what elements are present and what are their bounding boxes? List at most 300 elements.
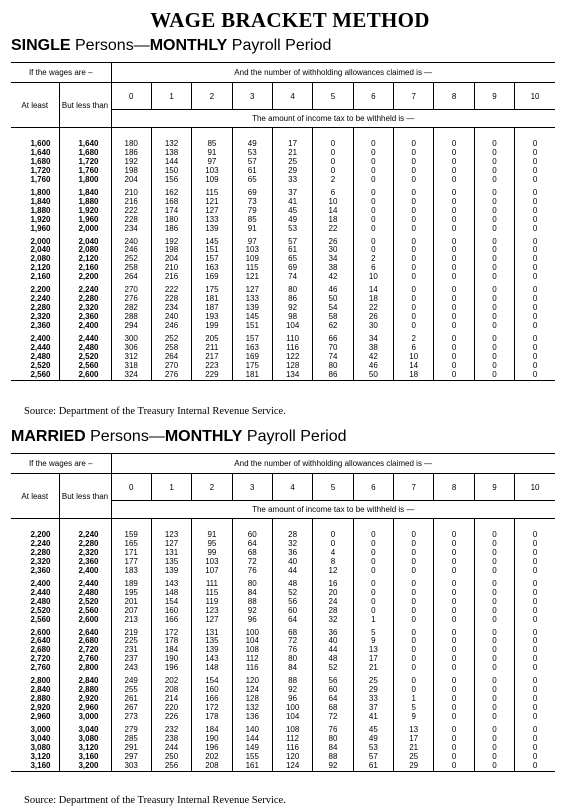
tax-amount-cell: 109 <box>232 255 272 264</box>
tax-amount-cell: 0 <box>515 207 555 216</box>
tax-amount-cell: 0 <box>394 225 434 234</box>
tax-amount-cell: 12 <box>313 567 353 576</box>
wage-at-least-cell: 2,360 <box>30 321 51 331</box>
tax-amount-cell: 0 <box>434 167 474 176</box>
tax-amount-cell: 0 <box>394 322 434 331</box>
tax-amount-cell: 0 <box>353 207 393 216</box>
tax-amount-cell: 0 <box>434 158 474 167</box>
tax-amount-cell: 229 <box>192 371 232 380</box>
tax-amount-cell: 165 <box>111 540 151 549</box>
tax-amount-cell: 14 <box>353 286 393 295</box>
wage-but-less-than-cell: 2,040 <box>59 238 111 247</box>
tax-amount-cell: 0 <box>474 646 514 655</box>
tax-amount-cell: 136 <box>232 713 272 722</box>
tax-amount-cell: 0 <box>474 607 514 616</box>
wage-but-less-than-cell: 2,320 <box>59 304 111 313</box>
allowance-col-4: 4 <box>272 474 312 501</box>
tax-amount-cell: 41 <box>353 713 393 722</box>
tax-amount-cell: 6 <box>313 189 353 198</box>
tax-amount-cell: 0 <box>313 140 353 149</box>
tax-amount-cell: 44 <box>313 646 353 655</box>
tax-amount-cell: 45 <box>272 207 312 216</box>
wage-but-less-than-cell: 3,040 <box>59 726 111 735</box>
wage-but-less-than-cell: 2,760 <box>59 655 111 664</box>
tax-amount-cell: 0 <box>394 598 434 607</box>
tax-amount-cell: 190 <box>151 655 191 664</box>
tax-amount-cell: 0 <box>434 238 474 247</box>
table-row <box>11 225 555 234</box>
tax-amount-cell: 80 <box>313 735 353 744</box>
wage-at-least-cell: 3,160 <box>11 762 59 771</box>
tax-amount-cell: 64 <box>232 540 272 549</box>
tax-amount-cell: 0 <box>515 686 555 695</box>
tax-amount-cell: 61 <box>232 167 272 176</box>
wage-at-least-cell: 1,760 <box>30 174 51 184</box>
tax-amount-cell: 88 <box>232 598 272 607</box>
tax-amount-cell: 238 <box>151 735 191 744</box>
tax-amount-cell: 135 <box>192 637 232 646</box>
tax-amount-cell: 13 <box>394 726 434 735</box>
tax-amount-cell: 0 <box>515 646 555 655</box>
tax-amount-cell: 0 <box>434 353 474 362</box>
table-row <box>11 664 555 673</box>
tax-amount-cell: 45 <box>353 726 393 735</box>
tax-amount-cell: 0 <box>434 629 474 638</box>
tax-amount-cell: 0 <box>394 295 434 304</box>
tax-amount-cell: 108 <box>272 726 312 735</box>
tax-amount-cell: 172 <box>192 704 232 713</box>
wage-at-least-cell: 1,680 <box>30 156 51 166</box>
tax-amount-cell: 74 <box>313 353 353 362</box>
tax-amount-cell: 0 <box>474 264 514 273</box>
tax-amount-cell: 0 <box>313 540 353 549</box>
wage-but-less-than-cell: 2,520 <box>59 353 111 362</box>
wage-but-less-than-cell: 3,160 <box>59 753 111 762</box>
wage-but-less-than-cell: 1,800 <box>59 176 111 185</box>
tax-amount-cell: 161 <box>232 762 272 771</box>
wage-at-least-cell: 2,200 <box>30 530 51 539</box>
tax-amount-cell: 115 <box>192 589 232 598</box>
tax-amount-cell: 189 <box>111 580 151 589</box>
tax-amount-cell: 154 <box>192 677 232 686</box>
tax-amount-cell: 68 <box>232 549 272 558</box>
allowance-col-9: 9 <box>474 474 514 501</box>
tax-amount-cell: 0 <box>353 176 393 185</box>
tax-amount-cell: 0 <box>474 567 514 576</box>
tax-amount-cell: 196 <box>151 664 191 673</box>
tax-amount-cell: 0 <box>515 362 555 371</box>
tax-amount-cell: 0 <box>394 646 434 655</box>
tax-amount-cell: 175 <box>232 362 272 371</box>
wage-at-least-cell: 2,440 <box>30 587 51 597</box>
tax-amount-cell: 72 <box>313 713 353 722</box>
tax-amount-cell: 48 <box>313 655 353 664</box>
tax-amount-cell: 267 <box>111 704 151 713</box>
tax-amount-cell: 92 <box>272 686 312 695</box>
tax-amount-cell: 0 <box>434 531 474 540</box>
tax-amount-cell: 0 <box>474 362 514 371</box>
tax-amount-cell: 1 <box>394 695 434 704</box>
wage-but-less-than-cell: 2,240 <box>59 531 111 540</box>
wage-but-less-than-cell: 2,280 <box>59 540 111 549</box>
tax-amount-cell: 0 <box>474 677 514 686</box>
tax-amount-cell: 193 <box>192 313 232 322</box>
tax-amount-cell: 0 <box>515 304 555 313</box>
wage-but-less-than-cell: 3,120 <box>59 744 111 753</box>
tax-amount-cell: 0 <box>515 264 555 273</box>
tax-amount-cell: 16 <box>313 580 353 589</box>
tax-amount-cell: 0 <box>313 158 353 167</box>
tax-amount-cell: 0 <box>515 216 555 225</box>
tax-amount-cell: 198 <box>151 246 191 255</box>
tax-amount-cell: 0 <box>515 637 555 646</box>
tax-amount-cell: 256 <box>151 762 191 771</box>
tax-amount-cell: 177 <box>111 558 151 567</box>
tax-amount-cell: 0 <box>474 549 514 558</box>
tax-amount-cell: 127 <box>151 540 191 549</box>
tax-amount-cell: 132 <box>232 704 272 713</box>
tax-amount-cell: 2 <box>353 255 393 264</box>
tax-amount-cell: 0 <box>515 176 555 185</box>
tax-amount-cell: 166 <box>151 616 191 625</box>
tax-amount-cell: 38 <box>313 264 353 273</box>
tax-amount-cell: 0 <box>353 549 393 558</box>
tax-amount-cell: 29 <box>353 686 393 695</box>
tax-amount-cell: 84 <box>272 664 312 673</box>
wage-at-least-cell: 2,520 <box>30 360 51 370</box>
tax-amount-cell: 169 <box>232 353 272 362</box>
tax-amount-cell: 0 <box>474 322 514 331</box>
tax-amount-cell: 140 <box>232 726 272 735</box>
single-table-body <box>11 128 555 381</box>
tax-amount-cell: 0 <box>434 313 474 322</box>
tax-amount-cell: 159 <box>111 531 151 540</box>
tax-amount-cell: 9 <box>394 713 434 722</box>
wage-but-less-than-cell: 2,240 <box>59 286 111 295</box>
tax-amount-cell: 124 <box>232 686 272 695</box>
tax-amount-cell: 53 <box>353 744 393 753</box>
tax-amount-cell: 0 <box>474 158 514 167</box>
tax-amount-cell: 64 <box>272 616 312 625</box>
wage-but-less-than-cell: 2,360 <box>59 313 111 322</box>
tax-amount-cell: 92 <box>313 762 353 771</box>
tax-amount-cell: 0 <box>515 753 555 762</box>
tax-amount-cell: 210 <box>151 264 191 273</box>
tax-amount-cell: 34 <box>353 335 393 344</box>
tax-amount-cell: 0 <box>515 531 555 540</box>
tax-amount-cell: 0 <box>353 540 393 549</box>
tax-amount-cell: 0 <box>515 273 555 282</box>
tax-amount-cell: 186 <box>151 225 191 234</box>
tax-amount-cell: 29 <box>272 167 312 176</box>
tax-amount-cell: 214 <box>151 695 191 704</box>
tax-amount-cell: 0 <box>394 264 434 273</box>
allowance-col-3: 3 <box>232 474 272 501</box>
tax-amount-cell: 155 <box>232 753 272 762</box>
tax-amount-cell: 0 <box>434 149 474 158</box>
tax-amount-cell: 49 <box>353 735 393 744</box>
tax-amount-cell: 0 <box>515 629 555 638</box>
wage-at-least-cell: 2,760 <box>30 663 51 673</box>
tax-amount-cell: 213 <box>111 616 151 625</box>
tax-amount-cell: 195 <box>111 589 151 598</box>
tax-amount-cell: 10 <box>394 353 434 362</box>
tax-amount-cell: 58 <box>313 313 353 322</box>
tax-amount-cell: 0 <box>353 158 393 167</box>
tax-amount-cell: 139 <box>192 225 232 234</box>
tax-amount-cell: 0 <box>474 558 514 567</box>
tax-amount-cell: 0 <box>394 664 434 673</box>
tax-amount-cell: 171 <box>111 549 151 558</box>
tax-amount-cell: 0 <box>434 246 474 255</box>
tax-amount-cell: 84 <box>313 744 353 753</box>
tax-amount-cell: 273 <box>111 713 151 722</box>
tax-amount-cell: 123 <box>192 607 232 616</box>
tax-amount-cell: 5 <box>394 704 434 713</box>
tax-amount-cell: 22 <box>353 304 393 313</box>
tax-amount-cell: 143 <box>151 580 191 589</box>
tax-amount-cell: 0 <box>434 371 474 380</box>
tax-amount-header: The amount of income tax to be withheld is — <box>111 110 555 128</box>
tax-amount-cell: 96 <box>272 695 312 704</box>
tax-amount-cell: 6 <box>394 344 434 353</box>
allowance-col-8: 8 <box>434 83 474 110</box>
tax-amount-cell: 0 <box>474 753 514 762</box>
tax-amount-cell: 0 <box>515 549 555 558</box>
tax-amount-cell: 0 <box>474 140 514 149</box>
table-row <box>11 176 555 185</box>
single-section-heading: SINGLE Persons—MONTHLY Payroll Period <box>11 37 332 54</box>
tax-amount-cell: 17 <box>272 140 312 149</box>
tax-amount-cell: 133 <box>192 216 232 225</box>
tax-amount-cell: 208 <box>192 762 232 771</box>
tax-amount-cell: 80 <box>272 655 312 664</box>
tax-amount-cell: 115 <box>192 189 232 198</box>
tax-amount-cell: 151 <box>232 322 272 331</box>
tax-amount-cell: 0 <box>434 335 474 344</box>
tax-amount-cell: 154 <box>151 598 191 607</box>
wage-but-less-than-cell: 2,960 <box>59 704 111 713</box>
table-row <box>11 616 555 625</box>
allowance-col-0: 0 <box>111 474 151 501</box>
tax-amount-cell: 149 <box>232 744 272 753</box>
tax-amount-cell: 0 <box>434 216 474 225</box>
tax-amount-cell: 150 <box>151 167 191 176</box>
tax-amount-cell: 32 <box>313 616 353 625</box>
wage-but-less-than-cell: 2,720 <box>59 646 111 655</box>
tax-amount-cell: 237 <box>111 655 151 664</box>
tax-amount-cell: 138 <box>151 149 191 158</box>
wages-header: If the wages are – <box>11 63 111 83</box>
wage-at-least-cell: 3,120 <box>30 751 51 761</box>
tax-amount-cell: 52 <box>272 589 312 598</box>
wage-at-least-cell: 2,400 <box>30 578 51 588</box>
tax-amount-cell: 37 <box>272 189 312 198</box>
tax-amount-cell: 80 <box>313 362 353 371</box>
tax-amount-cell: 80 <box>232 580 272 589</box>
tax-amount-cell: 0 <box>515 322 555 331</box>
allowance-col-5: 5 <box>313 83 353 110</box>
wage-but-less-than-cell: 3,000 <box>59 713 111 722</box>
tax-amount-cell: 0 <box>434 198 474 207</box>
allowance-col-6: 6 <box>353 83 393 110</box>
wage-but-less-than-cell: 2,160 <box>59 264 111 273</box>
tax-amount-cell: 0 <box>353 238 393 247</box>
tax-amount-cell: 0 <box>515 189 555 198</box>
tax-amount-cell: 210 <box>111 189 151 198</box>
tax-amount-cell: 1 <box>353 616 393 625</box>
tax-amount-cell: 36 <box>313 629 353 638</box>
wage-but-less-than-cell: 2,520 <box>59 598 111 607</box>
married-source-note: Source: Department of the Treasury Internal Revenue Service. <box>24 795 286 806</box>
tax-amount-cell: 0 <box>434 677 474 686</box>
tax-amount-cell: 270 <box>111 286 151 295</box>
tax-amount-cell: 294 <box>111 322 151 331</box>
tax-amount-cell: 60 <box>272 607 312 616</box>
tax-amount-cell: 0 <box>394 540 434 549</box>
tax-amount-cell: 0 <box>353 531 393 540</box>
wage-but-less-than-cell: 2,920 <box>59 695 111 704</box>
tax-amount-cell: 0 <box>474 149 514 158</box>
tax-amount-cell: 0 <box>515 238 555 247</box>
wage-but-less-than-cell: 1,680 <box>59 149 111 158</box>
tax-amount-cell: 0 <box>515 664 555 673</box>
allowance-col-3: 3 <box>232 83 272 110</box>
tax-amount-cell: 223 <box>192 362 232 371</box>
tax-amount-cell: 86 <box>272 295 312 304</box>
tax-amount-cell: 0 <box>394 686 434 695</box>
tax-amount-cell: 178 <box>192 713 232 722</box>
tax-amount-cell: 84 <box>232 589 272 598</box>
tax-amount-header: The amount of income tax to be withheld is — <box>111 501 555 519</box>
wage-at-least-cell: 3,000 <box>30 725 51 735</box>
wage-but-less-than-cell: 2,480 <box>59 589 111 598</box>
tax-amount-cell: 0 <box>394 216 434 225</box>
tax-amount-cell: 288 <box>111 313 151 322</box>
wage-at-least-cell: 1,840 <box>30 196 51 206</box>
tax-amount-cell: 18 <box>353 295 393 304</box>
tax-amount-cell: 53 <box>272 225 312 234</box>
tax-amount-cell: 234 <box>151 304 191 313</box>
wage-but-less-than-cell: 2,360 <box>59 558 111 567</box>
tax-amount-cell: 60 <box>232 531 272 540</box>
tax-amount-cell: 0 <box>474 589 514 598</box>
tax-amount-cell: 139 <box>232 304 272 313</box>
tax-amount-cell: 123 <box>151 531 191 540</box>
tax-amount-cell: 79 <box>232 207 272 216</box>
tax-amount-cell: 116 <box>272 344 312 353</box>
tax-amount-cell: 0 <box>515 371 555 380</box>
tax-amount-cell: 73 <box>232 198 272 207</box>
wage-at-least-cell: 2,080 <box>30 254 51 264</box>
tax-amount-cell: 276 <box>151 371 191 380</box>
tax-amount-cell: 0 <box>515 567 555 576</box>
tax-amount-cell: 0 <box>474 246 514 255</box>
wage-but-less-than-cell: 2,640 <box>59 629 111 638</box>
tax-amount-cell: 217 <box>192 353 232 362</box>
allowance-col-8: 8 <box>434 474 474 501</box>
tax-amount-cell: 0 <box>474 295 514 304</box>
wage-but-less-than-cell: 1,840 <box>59 189 111 198</box>
tax-amount-cell: 0 <box>434 762 474 771</box>
tax-amount-cell: 52 <box>313 664 353 673</box>
tax-amount-cell: 18 <box>394 371 434 380</box>
tax-amount-cell: 180 <box>151 216 191 225</box>
tax-amount-cell: 201 <box>111 598 151 607</box>
wage-but-less-than-cell: 3,080 <box>59 735 111 744</box>
table-row <box>11 371 555 380</box>
tax-amount-cell: 2 <box>313 176 353 185</box>
tax-amount-cell: 0 <box>394 158 434 167</box>
tax-amount-cell: 53 <box>232 149 272 158</box>
tax-amount-cell: 131 <box>151 549 191 558</box>
tax-amount-cell: 109 <box>192 176 232 185</box>
tax-amount-cell: 0 <box>515 616 555 625</box>
wage-but-less-than-cell: 2,400 <box>59 322 111 331</box>
tax-amount-cell: 156 <box>151 176 191 185</box>
tax-amount-cell: 56 <box>313 677 353 686</box>
tax-amount-cell: 312 <box>111 353 151 362</box>
but-less-than-header: But less than <box>59 83 111 128</box>
tax-amount-cell: 24 <box>313 598 353 607</box>
wage-but-less-than-cell: 2,200 <box>59 273 111 282</box>
tax-amount-cell: 134 <box>272 371 312 380</box>
tax-amount-cell: 199 <box>192 322 232 331</box>
tax-amount-cell: 14 <box>394 362 434 371</box>
tax-amount-cell: 0 <box>515 246 555 255</box>
tax-amount-cell: 28 <box>313 607 353 616</box>
wage-at-least-cell: 2,600 <box>30 627 51 637</box>
tax-amount-cell: 255 <box>111 686 151 695</box>
allowance-col-7: 7 <box>394 474 434 501</box>
tax-amount-cell: 8 <box>313 558 353 567</box>
tax-amount-cell: 33 <box>272 176 312 185</box>
tax-amount-cell: 0 <box>394 567 434 576</box>
wage-but-less-than-cell: 2,480 <box>59 344 111 353</box>
tax-amount-cell: 34 <box>313 255 353 264</box>
tax-amount-cell: 324 <box>111 371 151 380</box>
tax-amount-cell: 0 <box>515 149 555 158</box>
tax-amount-cell: 68 <box>272 629 312 638</box>
tax-amount-cell: 157 <box>192 255 232 264</box>
wage-at-least-cell: 2,920 <box>30 703 51 713</box>
tax-amount-cell: 92 <box>232 607 272 616</box>
wage-at-least-cell: 2,480 <box>30 596 51 606</box>
tax-amount-cell: 0 <box>515 735 555 744</box>
tax-amount-cell: 13 <box>353 646 393 655</box>
tax-amount-cell: 72 <box>272 637 312 646</box>
tax-amount-cell: 0 <box>474 664 514 673</box>
tax-amount-cell: 240 <box>151 313 191 322</box>
tax-amount-cell: 0 <box>353 589 393 598</box>
tax-amount-cell: 285 <box>111 735 151 744</box>
tax-amount-cell: 0 <box>474 286 514 295</box>
tax-amount-cell: 145 <box>232 313 272 322</box>
wage-at-least-cell: 2,280 <box>30 303 51 313</box>
allowance-col-6: 6 <box>353 474 393 501</box>
tax-amount-cell: 85 <box>192 140 232 149</box>
tax-amount-cell: 0 <box>434 304 474 313</box>
tax-amount-cell: 0 <box>353 149 393 158</box>
tax-amount-cell: 246 <box>151 322 191 331</box>
tax-amount-cell: 56 <box>272 598 312 607</box>
tax-amount-cell: 0 <box>515 255 555 264</box>
wage-at-least-cell: 2,200 <box>30 285 51 295</box>
tax-amount-cell: 184 <box>151 646 191 655</box>
tax-amount-cell: 0 <box>353 225 393 234</box>
tax-amount-cell: 0 <box>515 295 555 304</box>
tax-amount-cell: 261 <box>111 695 151 704</box>
